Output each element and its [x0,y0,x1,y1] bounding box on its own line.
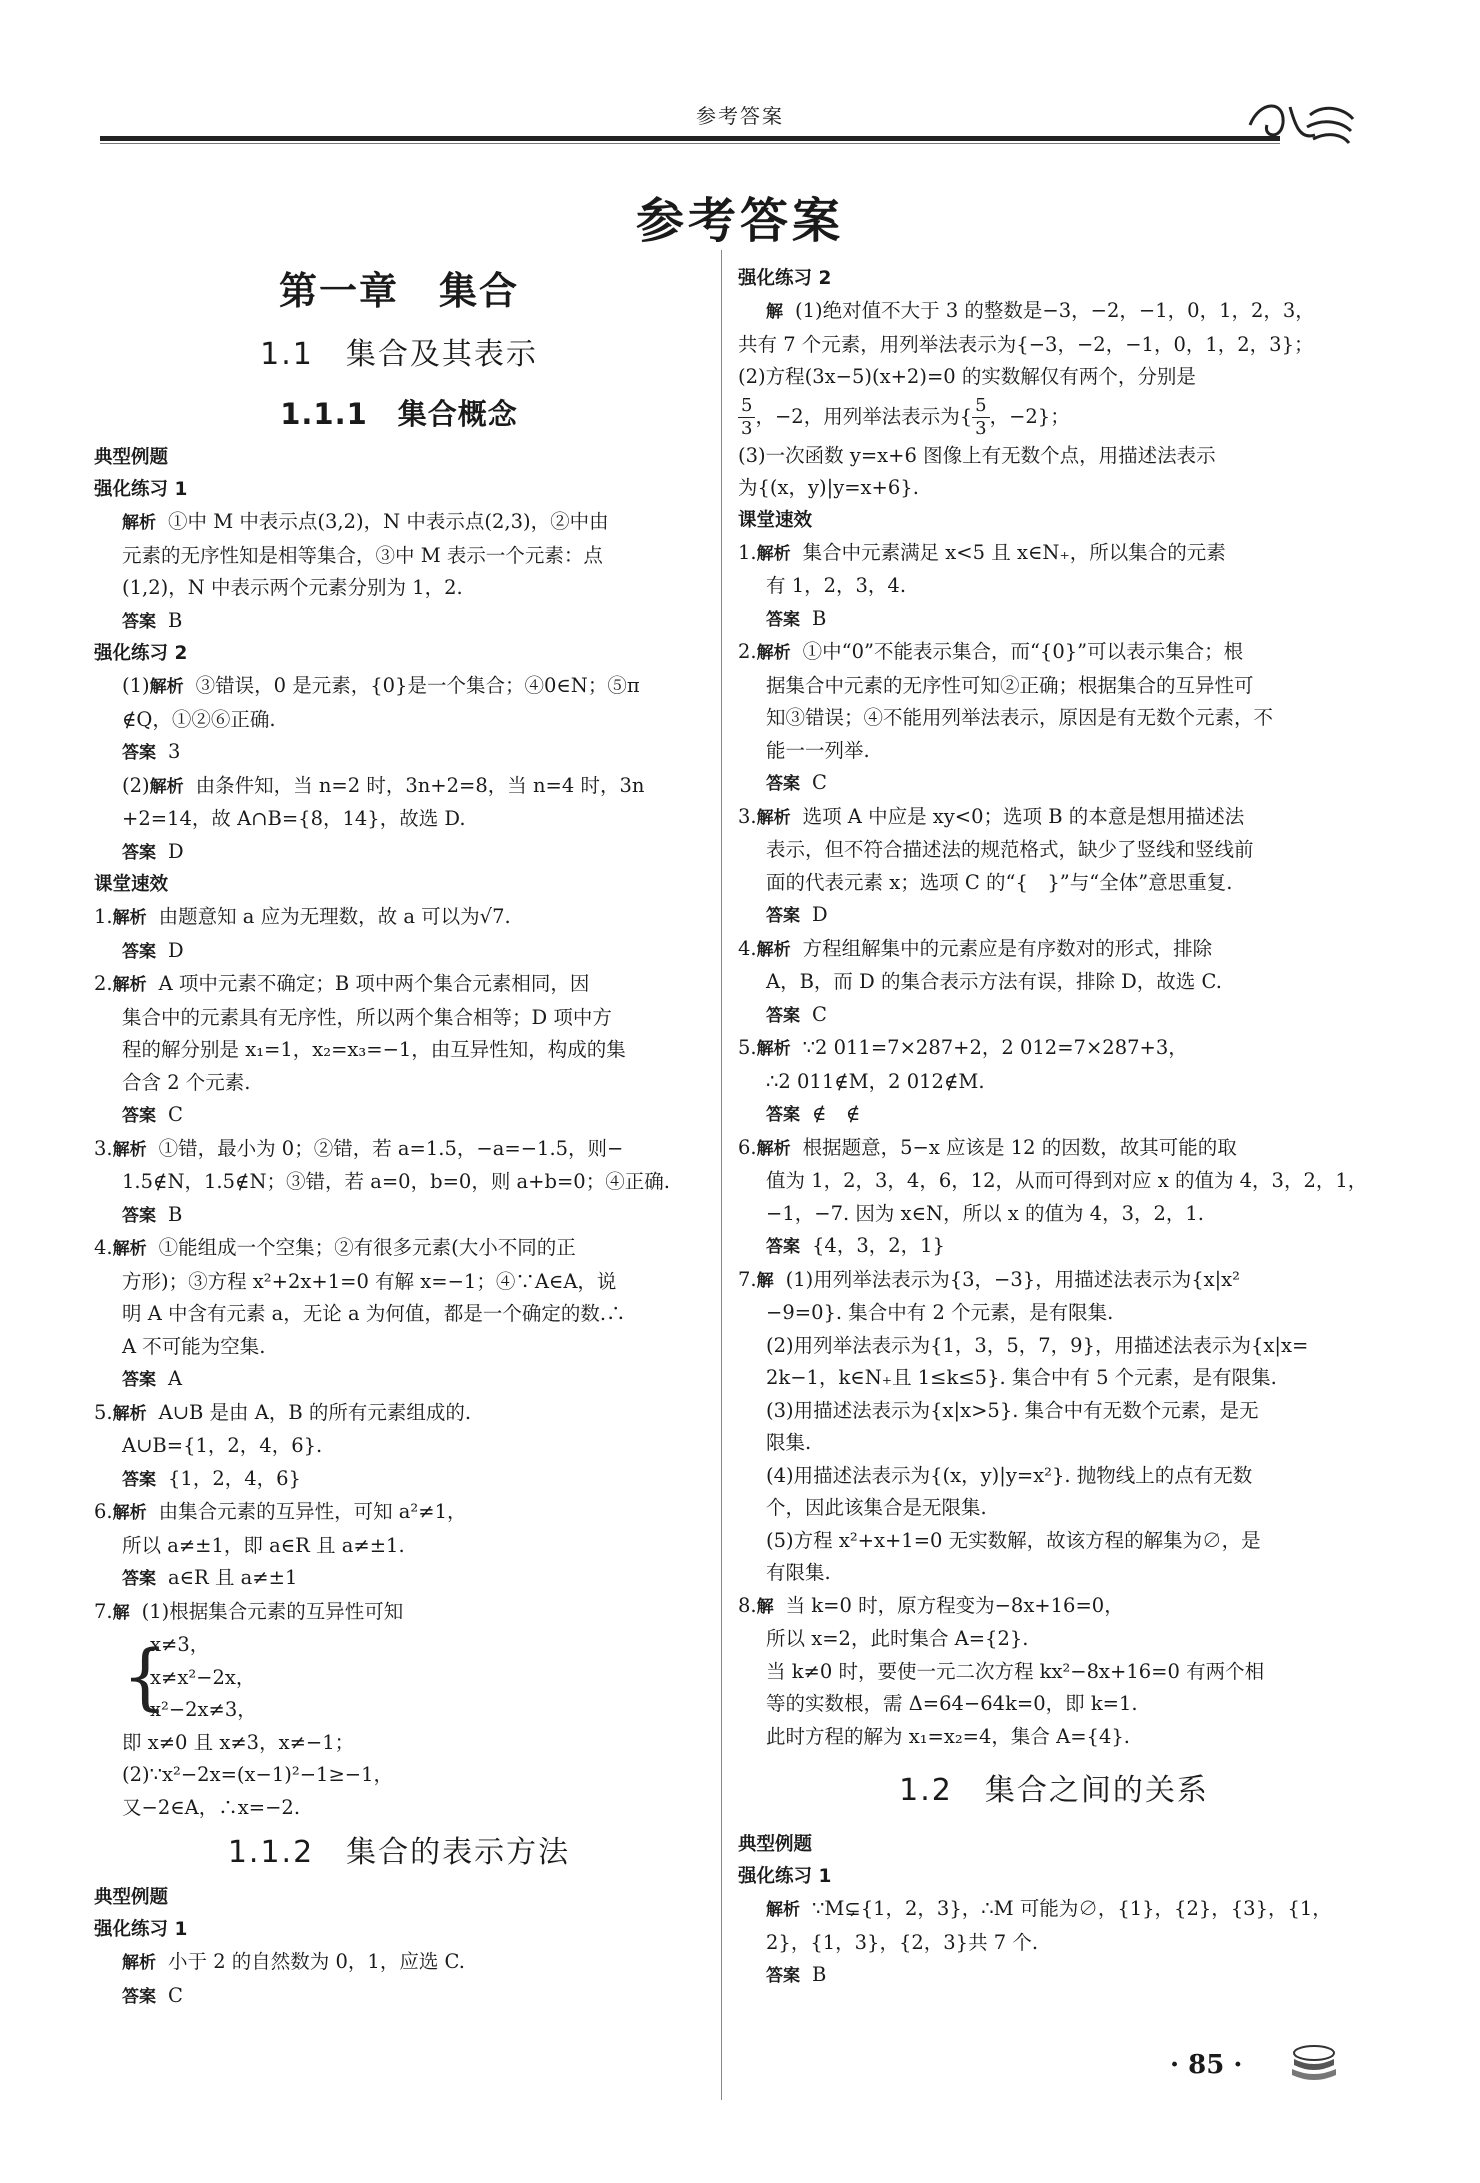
analysis-label: 解析 [112,1403,147,1424]
answer-line: 答案 B [766,1963,827,1986]
text-line: 7.解 (1)用列举法表示为{3，−3}，用描述法表示为{x|x² [738,1267,1240,1291]
answer-line: 答案 B [122,608,183,632]
text-line: 个，因此该集合是无限集. [766,1496,987,1519]
text-line: ∴2 011∉M，2 012∉M. [766,1069,985,1093]
text-line: 合含 2 个元素. [122,1070,251,1094]
text-line: 4.解析 方程组解集中的元素应是有序数对的形式，排除 [738,936,1213,960]
typical-examples-heading: 典型例题 [94,1887,169,1908]
text-line: A，B，而 D 的集合表示方法有误，排除 D，故选 C. [766,970,1222,993]
answer-label: 答案 [766,1005,800,1026]
text-line: 知③错误；④不能用列举法表示，原因是有无数个元素，不 [766,706,1274,729]
answer-label: 答案 [766,1237,800,1257]
drill-1-heading: 强化练习 1 [94,479,188,500]
text-line: 为{(x，y)|y=x+6}. [738,476,919,499]
text-line: 2.解析 A 项中元素不确定；B 项中两个集合元素相同，因 [94,972,590,995]
section-title-1-1-1: 1.1.1 集合概念 [280,397,518,431]
solution-label: 解 [766,302,783,322]
text-line: 即 x≠0 且 x≠3，x≠−1； [122,1730,355,1754]
header-rule [100,136,1280,141]
answer-label: 答案 [122,1569,156,1589]
answer-line: 答案 A [122,1367,183,1390]
text-line: 1.5∉N，1.5∉N；③错，若 a=0，b=0，则 a+b=0；④正确. [122,1170,670,1193]
text-line: A 不可能为空集. [122,1334,266,1358]
text-line: 明 A 中含有元素 a，无论 a 为何值，都是一个确定的数.∴ [122,1302,626,1325]
drill-1-heading: 强化练习 1 [738,1866,832,1887]
text-line: 等的实数根，需 Δ=64−64k=0，即 k=1. [766,1692,1138,1715]
text-line: 面的代表元素 x；选项 C 的“{ }”与“全体”意思重复. [766,870,1233,894]
brace-icon: { [122,1634,168,1718]
answer-label: 答案 [766,609,800,630]
text-line: 解析 ∵M⊊{1，2，3}，∴M 可能为∅，{1}，{2}，{3}，{1， [766,1897,1332,1920]
answer-label: 答案 [122,1986,156,2007]
text-line: −9=0}. 集合中有 2 个元素，是有限集. [766,1301,1114,1324]
text-line: (2)方程(3x−5)(x+2)=0 的实数解仅有两个，分别是 [738,365,1196,388]
header-rule-thin [100,143,1280,144]
text-line: +2=14，故 A∩B={8，14}，故选 D. [122,807,466,830]
solution-label: 解 [112,1602,130,1623]
drill-1-heading: 强化练习 1 [94,1919,188,1940]
answer-label: 答案 [122,842,156,863]
text-line: 解 (1)绝对值不大于 3 的整数是−3，−2，−1，0，1，2，3， [766,299,1315,322]
quick-practice-heading: 课堂速效 [94,874,169,895]
text-line: 此时方程的解为 x₁=x₂=4，集合 A={4}. [766,1724,1130,1748]
text-line: 表示，但不符合描述法的规范格式，缺少了竖线和竖线前 [766,838,1254,861]
text-line: 共有 7 个元素，用列举法表示为{−3，−2，−1，0，1，2，3}； [738,332,1314,356]
text-line: 5.解析 A∪B 是由 A，B 的所有元素组成的. [94,1400,472,1424]
quick-practice-heading: 课堂速效 [738,509,813,531]
answer-line: 答案 B [122,1202,183,1226]
answer-label: 答案 [766,1105,800,1125]
right-column [738,263,1370,1993]
answer-label: 答案 [122,1469,156,1490]
equation-system [94,1629,704,1727]
text-line: x≠x²−2x， [150,1665,256,1689]
analysis-label: 解析 [112,908,147,928]
text-line: ∉Q，①②⑥正确. [122,707,276,731]
text-line: 1.解析 集合中元素满足 x<5 且 x∈N₊，所以集合的元素 [738,540,1226,564]
solution-label: 解 [756,1270,774,1291]
text-line: (5)方程 x²+x+1=0 无实数解，故该方程的解集为∅，是 [766,1528,1261,1552]
answer-line: 答案 3 [122,740,181,763]
text-line: A∪B={1，2，4，6}. [122,1434,323,1457]
text-line: (1)解析 ③错误，0 是元素，{0}是一个集合；④0∈N；⑤π [122,674,640,697]
text-line: −1，−7. 因为 x∈N，所以 x 的值为 4，3，2，1. [766,1201,1204,1225]
text-line: 方形)；③方程 x²+2x+1=0 有解 x=−1；④∵A∈A，说 [122,1269,617,1293]
answer-line: 答案 ∉ ∉ [766,1102,861,1125]
text-line: 解析 ①中 M 中表示点(3,2)，N 中表示点(2,3)，②中由 [122,510,609,533]
text-line: 2k−1，k∈N₊且 1≤k≤5}. 集合中有 5 个元素，是有限集. [766,1366,1277,1389]
analysis-label: 解析 [756,643,791,663]
analysis-label: 解析 [756,1039,791,1059]
analysis-label: 解析 [766,1900,800,1920]
text-line: 7.解 (1)根据集合元素的互异性可知 [94,1599,404,1623]
text-line: 3.解析 ①错，最小为 0；②错，若 a=1.5，−a=−1.5，则− [94,1136,624,1160]
page-title: 参考答案 [635,193,844,249]
analysis-label: 解析 [112,1239,147,1259]
page-number: · 85 · [1170,2050,1243,2080]
typical-examples-heading: 典型例题 [738,1834,813,1855]
analysis-label: 解析 [112,1503,147,1523]
text-line: 8.解 当 k=0 时，原方程变为−8x+16=0， [738,1593,1124,1617]
text-line: 所以 x=2，此时集合 A={2}. [766,1627,1029,1650]
text-line: 集合中的元素具有无序性，所以两个集合相等；D 项中方 [122,1005,612,1029]
text-line: 2.解析 ①中“0”不能表示集合，而“{0}”可以表示集合；根 [738,640,1244,663]
text-line: x²−2x≠3， [150,1698,257,1721]
answer-label: 答案 [766,1966,800,1986]
text-line: 2}，{1，3}，{2，3}共 7 个. [766,1930,1039,1954]
running-header: 参考答案 [696,104,784,128]
text-line: 所以 a≠±1，即 a∈R 且 a≠±1. [122,1533,405,1557]
answer-label: 答案 [766,906,800,926]
answer-label: 答案 [766,774,800,794]
answer-line: 答案 C [766,771,827,794]
analysis-label: 解析 [112,975,147,995]
text-line: 限集. [766,1431,812,1454]
text-line: 能一一列举. [766,738,870,762]
answer-line: 答案 a∈R 且 a≠±1 [122,1566,298,1589]
text-line: 3.解析 选项 A 中应是 xy<0；选项 B 的本意是想用描述法 [738,804,1245,828]
book-stack-icon [1288,2043,1340,2083]
text-line: 元素的无序性知是相等集合，③中 M 表示一个元素：点 [122,543,603,567]
chapter-title: 第一章 集合 [278,269,519,313]
text-line: (4)用描述法表示为{(x，y)|y=x²}. 抛物线上的点有无数 [766,1463,1253,1487]
text-line: (1,2)，N 中表示两个元素分别为 1，2. [122,576,463,599]
drill-2-heading: 强化练习 2 [94,643,188,664]
text-line: x≠3， [150,1633,210,1656]
answer-label: 答案 [122,1106,156,1126]
answer-label: 答案 [122,1370,156,1390]
text-line: (3)用描述法表示为{x|x>5}. 集合中有无数个元素，是无 [766,1398,1259,1422]
text-line: (2)∵x²−2x=(x−1)²−1≥−1， [122,1763,394,1786]
section-title-1-1-2: 1.1.2 集合的表示方法 [227,1835,571,1870]
fraction: $\frac{5}{3}$ [972,395,989,440]
analysis-label: 解析 [756,1138,791,1159]
text-line: 又−2∈A，∴x=−2. [122,1795,301,1819]
text-line: (3)一次函数 y=x+6 图像上有无数个点，用描述法表示 [738,443,1216,467]
text-line: 有 1，2，3，4. [766,574,907,597]
answer-label: 答案 [122,1205,156,1226]
answer-line: 答案 D [122,938,184,962]
section-title-1-2: 1.2 集合之间的关系 [899,1773,1209,1808]
text-line: 6.解析 由集合元素的互异性，可知 a²≠1， [94,1500,467,1523]
answer-line: 答案 B [766,606,827,630]
answer-label: 答案 [122,941,156,962]
text-line: 有限集. [766,1561,831,1584]
text-line: 6.解析 根据题意，5−x 应该是 12 的因数，故其可能的取 [738,1135,1237,1159]
text-line: (2)解析 由条件知，当 n=2 时，3n+2=8，当 n=4 时，3n [122,773,645,797]
text-line: 值为 1，2，3，4，6，12，从而可得到对应 x 的值为 4，3，2，1， [766,1169,1368,1192]
left-column [94,258,704,2013]
analysis-label: 解析 [756,939,791,960]
answer-line: 答案 {4，3，2，1} [766,1234,945,1257]
text-line: 解析 小于 2 的自然数为 0，1，应选 C. [122,1950,465,1973]
solution-label: 解 [756,1596,774,1617]
analysis-label: 解析 [756,807,791,828]
section-title-1-1: 1.1 集合及其表示 [260,337,538,372]
typical-examples-heading: 典型例题 [94,447,169,468]
column-divider [721,250,722,2100]
answer-line: 答案 {1，2，4，6} [122,1466,301,1490]
text-line: $\frac{5}{3}$，−2，用列举法表示为{ $\frac{5}{3}$，−2}； [738,394,1370,440]
answer-line: 答案 D [766,903,828,926]
fraction: $\frac{5}{3}$ [738,395,755,440]
analysis-label: 解析 [149,776,184,797]
text-line: 当 k≠0 时，要使一元二次方程 kx²−8x+16=0 有两个相 [766,1659,1265,1683]
analysis-label: 解析 [112,1139,147,1160]
text-line: (2)用列举法表示为{1，3，5，7，9}，用描述法表示为{x|x= [766,1333,1309,1357]
text-line: 程的解分别是 x₁=1，x₂=x₃=−1，由互异性知，构成的集 [122,1038,626,1061]
analysis-label: 解析 [756,543,791,564]
text-line: 5.解析 ∵2 011=7×287+2，2 012=7×287+3， [738,1036,1188,1059]
analysis-label: 解析 [149,677,184,697]
text-line: 1.解析 由题意知 a 应为无理数，故 a 可以为√7. [94,905,511,928]
answer-label: 答案 [122,743,156,763]
answer-line: 答案 C [122,1983,183,2007]
text-line: 据集合中元素的无序性可知②正确；根据集合的互异性可 [766,673,1254,697]
answer-line: 答案 D [122,839,184,863]
answer-label: 答案 [122,611,156,632]
answer-line: 答案 C [122,1103,183,1126]
text-line: 4.解析 ①能组成一个空集；②有很多元素(大小不同的正 [94,1236,576,1259]
drill-2-heading: 强化练习 2 [738,268,832,289]
answer-line: 答案 C [766,1002,827,1026]
analysis-label: 解析 [122,513,156,533]
swirl-ornament-icon [1245,95,1355,155]
analysis-label: 解析 [122,1953,156,1973]
